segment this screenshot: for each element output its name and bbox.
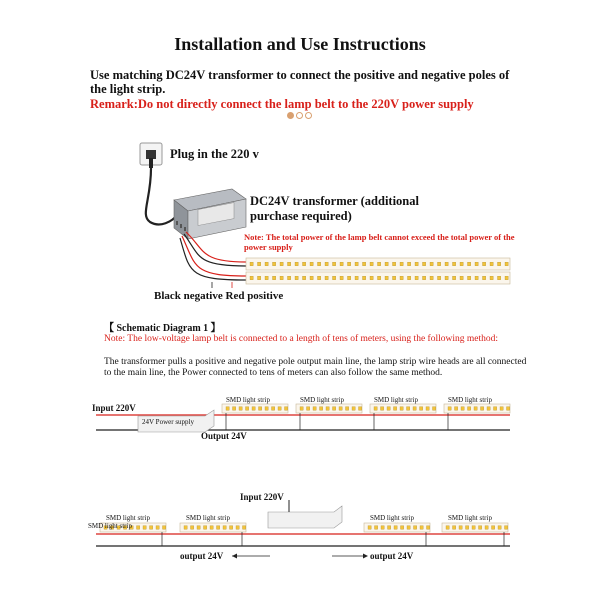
remark-text: Remark:Do not directly connect the lamp belt to the 220V power supply [90, 97, 474, 111]
plug-label: Plug in the 220 v [170, 147, 259, 161]
d1-input-label: Input 220V [92, 403, 136, 413]
d1-power-supply-label: 24V Power supply [142, 418, 194, 426]
transformer-label: DC24V transformer (additional purchase required) [250, 194, 419, 223]
schematic-heading: 【 Schematic Diagram 1 】 [104, 323, 221, 334]
d2-strip-label: SMD light strip [448, 514, 492, 522]
d1-strip-label: SMD light strip [300, 396, 344, 404]
d1-strip-label: SMD light strip [374, 396, 418, 404]
d2-strip-label: SMD light strip [106, 514, 150, 522]
schematic-diagram-2 [96, 500, 510, 559]
d2-strip-label: SMD light strip [88, 522, 132, 530]
d1-strip-label: SMD light strip [448, 396, 492, 404]
wall-socket-icon [140, 143, 162, 168]
d1-output-label: Output 24V [201, 431, 247, 441]
power-note: Note: The total power of the lamp belt cannot exceed the total power of the power supply [244, 232, 515, 252]
schematic-description: The transformer pulls a positive and negative pole output main line, the lamp strip wire heads are all connected to the main line, the Power connected to tens of meters can also follow the same method. [104, 357, 527, 378]
d2-input-label: Input 220V [240, 492, 284, 502]
led-strip-2 [246, 272, 510, 284]
led-strip-1 [246, 258, 510, 270]
d2-output-left: output 24V [180, 551, 224, 561]
d2-output-right: output 24V [370, 551, 414, 561]
polarity-label: Black negative Red positive [154, 290, 284, 302]
d2-strip-label: SMD light strip [186, 514, 230, 522]
intro-text: Use matching DC24V transformer to connect the positive and negative poles of the light strip. [90, 68, 510, 96]
d1-strip-label: SMD light strip [226, 396, 270, 404]
schematic-note: Note: The low-voltage lamp belt is connected to a length of tens of meters, using the following method: [104, 334, 498, 344]
page-title: Installation and Use Instructions [174, 34, 426, 54]
power-supply-icon [174, 189, 246, 239]
d2-strip-label: SMD light strip [370, 514, 414, 522]
